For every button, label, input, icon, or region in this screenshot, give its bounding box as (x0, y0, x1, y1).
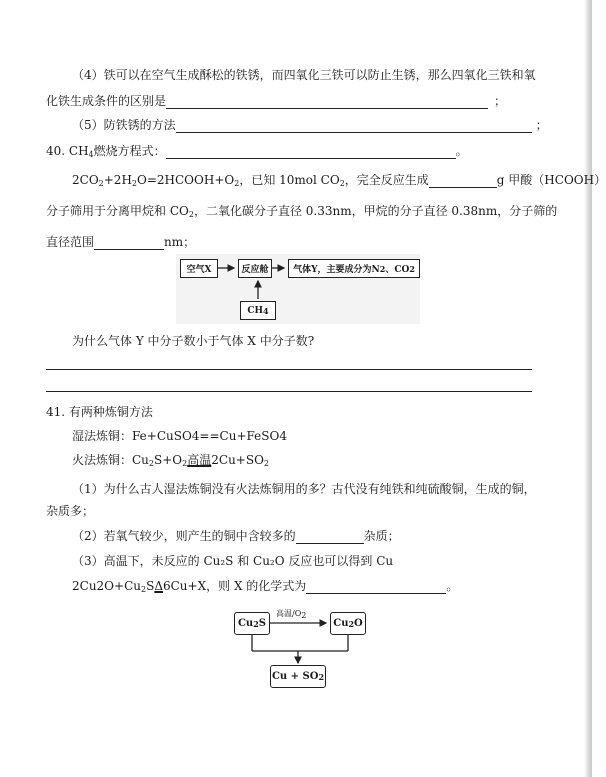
q40-header (46, 143, 468, 159)
q40-question: 为什么气体 Y 中分子数小于气体 X 中分子数? (72, 334, 315, 348)
p2-pre: （2）若氧气较少，则产生的铜中含较多的 (72, 529, 296, 543)
q40-header-sub: 4 (88, 150, 94, 159)
q40-eq-d: ，已知 10mol CO (239, 173, 340, 187)
q41-part2 (72, 528, 400, 544)
q39-part5-text: （5）防铁锈的方法 (72, 118, 176, 132)
page-edge-shadow (584, 0, 592, 777)
q39-part4-text: 化铁生成条件的区别是 (46, 94, 167, 108)
arrow-label-high-temp-o2 (276, 608, 306, 619)
q40-eq-c-sub: 2 (234, 179, 240, 188)
fire-a: 火法炼铜：Cu (72, 453, 149, 467)
q39-part4-line2 (46, 93, 506, 109)
box-cu2o: Cu 2 O (330, 612, 366, 635)
q41-copper-diagram (230, 603, 370, 689)
arrow-label-sub: 2 (301, 611, 307, 620)
q39-part5-end: ； (535, 118, 548, 132)
p3-eq-condition: Δ (154, 579, 163, 593)
box-air-x: 空气X (180, 259, 218, 278)
box-cu2s: Cu 2 S (234, 612, 270, 635)
box-cu-so2: Cu + SO 2 (270, 665, 326, 688)
q39-part4-line1: （4）铁可以在空气生成酥松的铁锈，而四氧化三铁可以防止生锈，那么四氧化三铁和氧 (72, 68, 536, 82)
p3-eq-a: 2Cu2O+Cu (72, 579, 141, 593)
q41-wet-method: 湿法炼铜：Fe+CuSO4==Cu+FeSO4 (72, 429, 287, 443)
cu2s-pre: Cu (237, 618, 254, 629)
product-pre: Cu + SO (271, 671, 319, 682)
q40-eq-b-sub: 2 (131, 179, 137, 188)
q40-eq-f: g 甲酸（HCOOH） (496, 173, 606, 187)
q40-sieve-a: 分子筛用于分离甲烷和 CO (46, 204, 189, 218)
q40-header-end: 。 (455, 144, 468, 158)
q40-eq-e: ，完全反应生成 (344, 173, 429, 187)
fire-c: 2Cu+SO (211, 453, 264, 467)
p3-end: 。 (446, 579, 459, 593)
q41-part3-equation (72, 578, 458, 594)
q40-ch4-equation-blank[interactable] (166, 145, 456, 159)
q41-part1-line1: （1）为什么古人湿法炼铜没有火法炼铜用的多？古代没有纯铁和纯硫酸铜，生成的铜， (72, 482, 536, 496)
ch4-label: CH (247, 305, 264, 316)
q40-sieve-a-sub: 2 (188, 210, 194, 219)
q40-mass-blank[interactable] (429, 174, 497, 188)
fire-c-sub: 2 (263, 459, 270, 468)
q40-eq-d-sub: 2 (339, 179, 345, 188)
gas-y-post: 、CO (385, 265, 410, 275)
q40-header-post: 燃烧方程式： (93, 144, 166, 158)
p3-eq-a-sub: 2 (140, 585, 147, 594)
cu2s-post: S (258, 618, 267, 629)
q40-sieve-b: ，二氧化碳分子直径 0.33nm，甲烷的分子直径 0.38nm，分子筛的 (193, 204, 558, 218)
q41-part3: （3）高温下，未反应的 Cu₂S 和 Cu₂O 反应也可以得到 Cu (72, 554, 394, 568)
q40-eq-a: 2CO (72, 173, 99, 187)
q39-part4-end: ； (494, 94, 507, 108)
q39-part4-answer-blank[interactable] (166, 95, 488, 109)
box-reaction-chamber: 反应舱 (238, 259, 272, 278)
q41-impurity-blank[interactable] (296, 530, 364, 544)
cu2o-post: O (354, 618, 363, 629)
q41-header: 41. 有两种炼铜方法 (46, 405, 153, 419)
cu2o-pre: Cu (333, 618, 349, 629)
fire-a-sub: 2 (148, 459, 155, 468)
fire-condition: 高温 (187, 453, 212, 467)
q40-range-post: nm； (164, 235, 196, 249)
q40-range-line (46, 234, 195, 250)
q40-eq-b: +2H (103, 173, 132, 187)
box-ch4: CH 4 (240, 301, 276, 320)
q39-part5-line (72, 117, 548, 133)
q40-answer-line-2[interactable] (46, 391, 532, 392)
q41-x-formula-blank[interactable] (306, 580, 446, 594)
q40-eq-c: O=2HCOOH+O (137, 173, 235, 187)
q40-flow-diagram (176, 254, 420, 324)
p3-eq-c: 6Cu+X，则 X 的化学式为 (162, 579, 307, 593)
q41-fire-method (72, 452, 269, 468)
q39-part5-answer-blank[interactable] (176, 119, 532, 133)
fire-b-sub: 2 (182, 459, 188, 468)
arrow-label-pre: 高温/O (276, 609, 302, 618)
p3-eq-b: S (146, 579, 155, 593)
fire-b: S+O (154, 453, 183, 467)
gas-y-pre: 气体Y，主要成分为N (293, 265, 380, 275)
p2-post: 杂质； (363, 529, 400, 543)
q40-range-blank[interactable] (94, 236, 164, 250)
q40-eq-a-sub: 2 (98, 179, 104, 188)
q40-range-pre: 直径范围 (46, 235, 95, 249)
q40-sieve-line (46, 203, 557, 219)
box-gas-y: 气体Y，主要成分为N 2 、CO 2 (288, 259, 420, 278)
q40-answer-line-1[interactable] (46, 369, 532, 370)
q40-equation-line (72, 172, 606, 188)
q41-part1-line2: 杂质多； (46, 504, 95, 518)
q40-header-pre: 40. CH (46, 144, 89, 158)
